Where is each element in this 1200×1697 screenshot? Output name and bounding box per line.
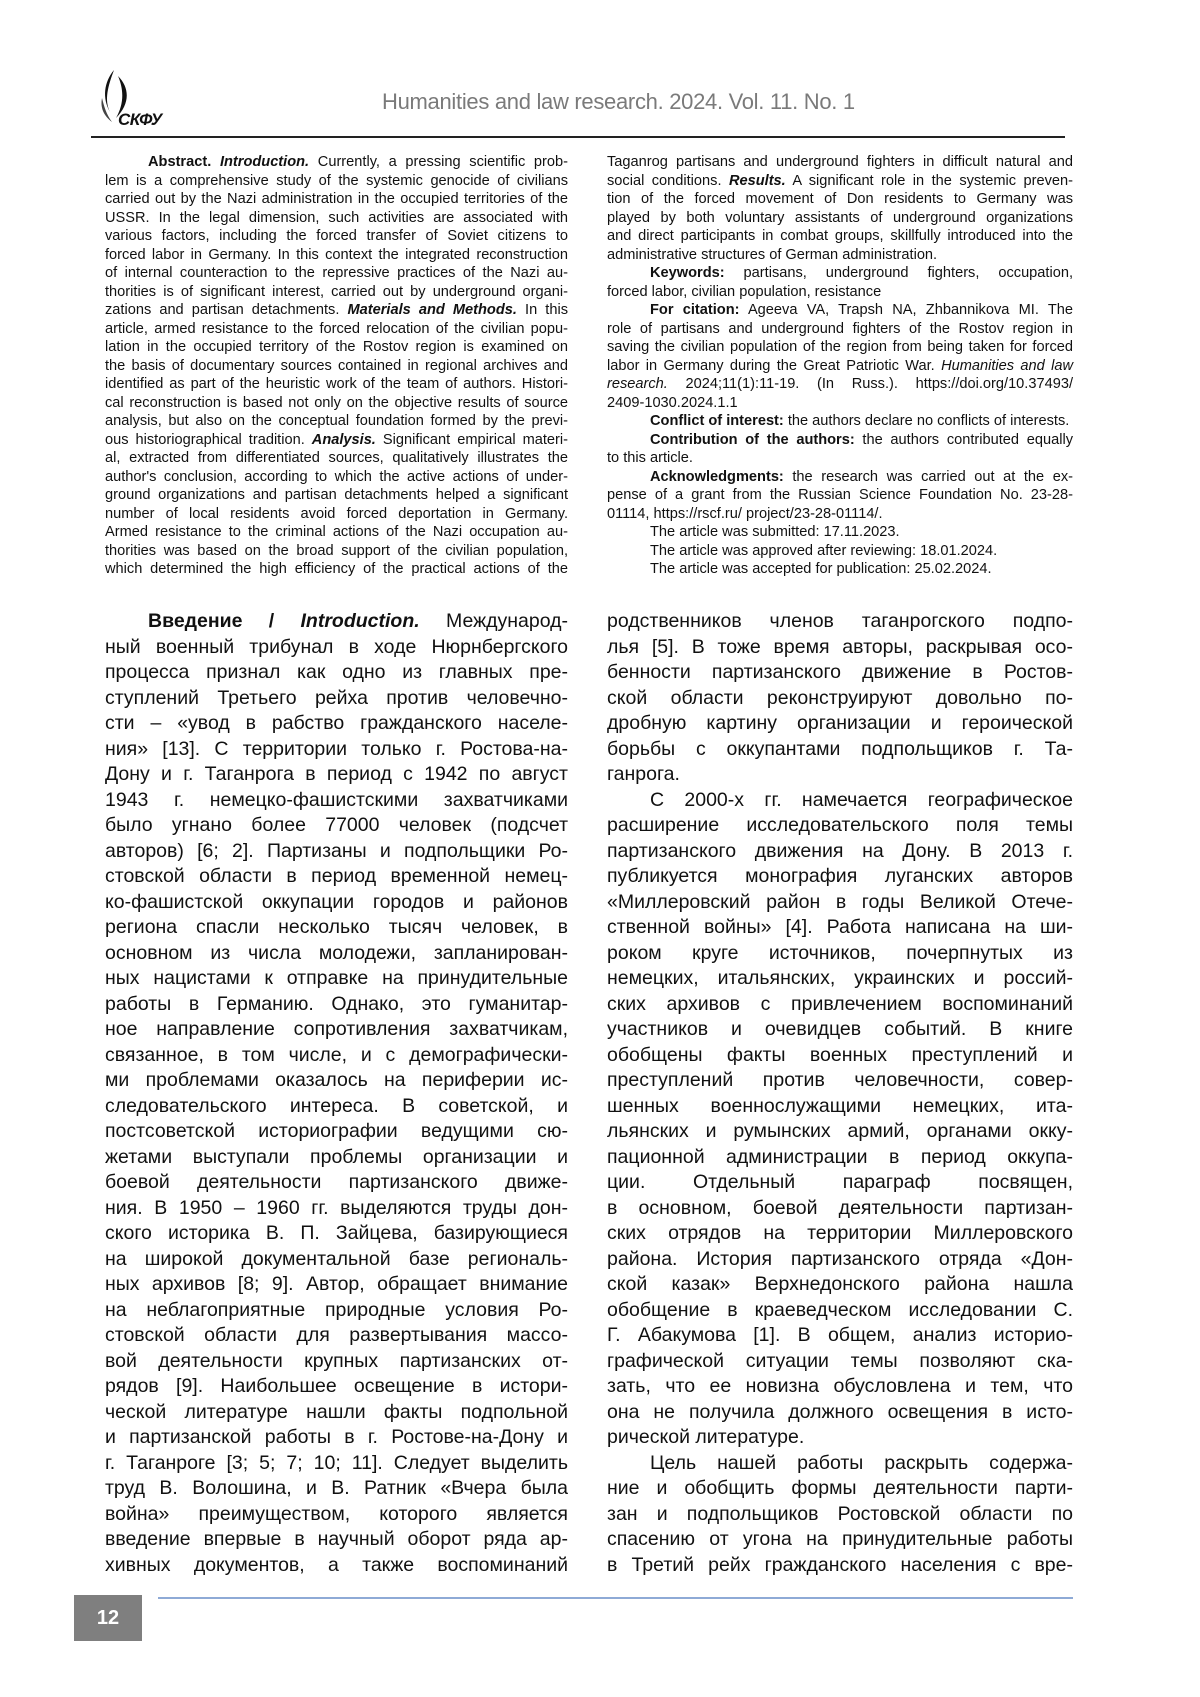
text-line <box>105 813 568 839</box>
text-line <box>105 505 568 524</box>
text-run: льянских и румынских армий, органами окку- <box>607 1120 1073 1142</box>
text-line <box>607 1145 1073 1171</box>
text-line <box>607 1527 1073 1553</box>
text-run: графической ситуации темы позволяют ска- <box>607 1350 1073 1372</box>
text-run: труд В. Волошина, и В. Ратник «Вчера была <box>105 1477 568 1499</box>
text-run: лья [5]. В тоже время авторы, раскрывая осо- <box>607 636 1073 658</box>
text-run: и партизанской работы в г. Ростове-на-Дону и <box>105 1426 568 1448</box>
text-line <box>607 246 1073 265</box>
text-run: преступлений против человечности, совер- <box>607 1069 1073 1091</box>
text-line <box>105 523 568 542</box>
text-line <box>105 301 568 320</box>
text-line <box>105 412 568 431</box>
paragraph <box>607 431 1073 468</box>
text-run: немецких, итальянских, украинских и россий- <box>607 967 1073 989</box>
text-line <box>607 1298 1073 1324</box>
text-run: пационной администрации в период оккупа- <box>607 1146 1073 1168</box>
text-line <box>607 992 1073 1018</box>
text-run: на неблагоприятные природные условия Ро- <box>105 1299 568 1321</box>
bold-label: Keywords: <box>650 265 725 281</box>
logo-text: СКФУ <box>118 110 162 130</box>
text-line <box>105 762 568 788</box>
text-run: Significant empirical materi- <box>376 432 568 448</box>
text-line <box>105 1553 568 1579</box>
text-run: role of partisans and underground fighters of the Rostov region in <box>607 321 1073 337</box>
text-line <box>105 338 568 357</box>
text-line <box>607 686 1073 712</box>
text-line <box>607 209 1073 228</box>
text-line <box>607 1502 1073 1528</box>
bold-label: Contribution of the authors: <box>650 432 855 448</box>
text-line <box>607 813 1073 839</box>
text-line <box>105 1043 568 1069</box>
text-line <box>607 283 1073 302</box>
paragraph <box>607 301 1073 412</box>
text-line <box>607 431 1073 450</box>
text-run: ние и обобщить формы деятельности парти- <box>607 1477 1073 1499</box>
text-run: г. Таганроге [3; 5; 7; 10; 11]. Следует выделить <box>105 1452 568 1474</box>
text-line <box>105 711 568 737</box>
journal-running-title: Humanities and law research. 2024. Vol. 11. No. 1 <box>382 89 855 115</box>
text-run: various factors, including the forced transfer of Soviet citizens to <box>105 228 568 244</box>
text-run: хивных документов, а также воспоминаний <box>105 1554 568 1576</box>
text-run: A significant role in the systemic preven- <box>786 173 1073 189</box>
text-run: связанное, в том числе, и с демографически- <box>105 1044 568 1066</box>
paragraph <box>607 412 1073 431</box>
text-line <box>105 153 568 172</box>
text-run: social conditions. <box>607 173 729 189</box>
text-line <box>105 1196 568 1222</box>
text-line <box>105 486 568 505</box>
text-run: партизанского движения на Дону. В 2013 г. <box>607 840 1073 862</box>
text-line <box>607 153 1073 172</box>
text-run: ственной войны» [4]. Работа написана на ши- <box>607 916 1073 938</box>
text-run: ное направление сопротивления захватчикам, <box>105 1018 568 1040</box>
text-line <box>105 264 568 283</box>
text-line <box>105 1476 568 1502</box>
text-run: ского историка В. П. Зайцева, базирующиеся <box>105 1222 568 1244</box>
text-run: сти – «увод в рабство гражданского населе- <box>105 712 568 734</box>
paragraph <box>607 788 1073 1451</box>
italic-text: research. <box>607 376 668 392</box>
text-line <box>105 1400 568 1426</box>
text-run: al, extracted from differentiated sources, qualitatively illustrates the <box>105 450 568 466</box>
bold-label: Introduction. <box>301 610 420 632</box>
bold-label: Acknowledgments: <box>650 469 784 485</box>
text-line <box>607 449 1073 468</box>
text-line <box>607 172 1073 191</box>
text-line <box>607 635 1073 661</box>
text-line <box>607 542 1073 561</box>
text-run: участников и очевидцев событий. В книге <box>607 1018 1073 1040</box>
text-run: ганрога. <box>607 763 680 785</box>
text-run: дробную картину организации и героической <box>607 712 1073 734</box>
text-line <box>105 992 568 1018</box>
text-run: pense of a grant from the Russian Science Foundation No. 23-28- <box>607 487 1073 503</box>
text-line <box>607 394 1073 413</box>
text-run: thorities was based on the broad support of the civilian population, <box>105 543 568 559</box>
text-line <box>607 737 1073 763</box>
text-run: она не получила должного освещения в исто- <box>607 1401 1073 1423</box>
text-line <box>105 839 568 865</box>
text-line <box>607 1017 1073 1043</box>
text-line <box>607 660 1073 686</box>
text-run: which determined the high efficiency of the practical actions of the <box>105 561 568 577</box>
text-run: работы в Германию. Однако, это гуманитар- <box>105 993 568 1015</box>
text-run: рядов [9]. Наибольшее освещение в истори- <box>105 1375 568 1397</box>
text-line <box>607 1425 1073 1451</box>
text-run: авторов) [6; 2]. Партизаны и подпольщики Ро- <box>105 840 568 862</box>
text-line <box>105 1247 568 1273</box>
text-run: Currently, a pressing scientific prob- <box>309 154 568 170</box>
text-run: стовской области в период временной немец- <box>105 865 568 887</box>
text-line <box>105 660 568 686</box>
text-line <box>607 1170 1073 1196</box>
text-run: analysis, but also on the conceptual foundation formed by the previ- <box>105 413 568 429</box>
text-run: жетами выступали проблемы организации и <box>105 1146 568 1168</box>
text-line <box>607 1374 1073 1400</box>
text-run: бенности партизанского движение в Ростов- <box>607 661 1073 683</box>
text-run: Международ- <box>420 610 568 632</box>
text-line <box>607 1196 1073 1222</box>
text-line <box>607 468 1073 487</box>
text-line <box>105 1298 568 1324</box>
text-run: The article was approved after reviewing: 18.01.2024. <box>650 543 997 559</box>
text-run: ния» [13]. С территории только г. Ростова-на- <box>105 738 568 760</box>
text-run: Г. Абакумова [1]. В общем, анализ историо- <box>607 1324 1073 1346</box>
text-run: борьбы с оккупантами подпольщиков г. Та- <box>607 738 1073 760</box>
text-line <box>105 1094 568 1120</box>
paragraph <box>607 1451 1073 1579</box>
text-line <box>607 1068 1073 1094</box>
text-run: 2409-1030.2024.1.1 <box>607 395 738 411</box>
text-line <box>105 394 568 413</box>
text-line <box>105 283 568 302</box>
text-line <box>607 609 1073 635</box>
text-line <box>105 966 568 992</box>
text-run: «Миллеровский район в годы Великой Отече- <box>607 891 1073 913</box>
text-run: ции. Отдельный параграф посвящен, <box>607 1171 1073 1193</box>
text-line <box>607 839 1073 865</box>
text-run: в Третий рейх гражданского населения с вре- <box>607 1554 1073 1576</box>
text-run: zations and partisan detachments. <box>105 302 347 318</box>
abstract-right-column <box>607 153 1073 579</box>
text-line <box>607 1553 1073 1579</box>
text-line <box>105 1323 568 1349</box>
text-run: forced labor in Germany. In this context the integrated reconstruction <box>105 247 568 263</box>
text-run: рической литературе. <box>607 1426 804 1448</box>
text-run: ных архивов [8; 9]. Автор, обращает внимание <box>105 1273 568 1295</box>
text-line <box>607 560 1073 579</box>
text-line <box>105 635 568 661</box>
text-run: article, armed resistance to the forced relocation of the civilian popu- <box>105 321 568 337</box>
text-run: 01114, https://rscf.ru/ project/23-28-01114/. <box>607 506 883 522</box>
text-line <box>607 864 1073 890</box>
text-line <box>607 1119 1073 1145</box>
text-line <box>105 890 568 916</box>
text-run: Цель нашей работы раскрыть содержа- <box>650 1452 1073 1474</box>
text-run: обобщены факты военных преступлений и <box>607 1044 1073 1066</box>
text-line <box>607 788 1073 814</box>
text-line <box>607 1451 1073 1477</box>
text-run: расширение исследовательского поля темы <box>607 814 1073 836</box>
text-line <box>607 1349 1073 1375</box>
text-run: 2024;11(1):11-19. (In Russ.). https://doi.org/10.37493/ <box>668 376 1073 392</box>
text-line <box>607 890 1073 916</box>
paragraph <box>607 468 1073 524</box>
text-line <box>607 505 1073 524</box>
text-line <box>105 246 568 265</box>
text-run: процесса признал как одно из главных пре- <box>105 661 568 683</box>
text-run: боевой деятельности партизанского движе- <box>105 1171 568 1193</box>
text-run: ской области реконструируют довольно по- <box>607 687 1073 709</box>
text-line <box>105 1272 568 1298</box>
text-line <box>105 1451 568 1477</box>
text-run: the authors contributed equally <box>855 432 1073 448</box>
text-run: спасению от угона на принудительные работы <box>607 1528 1073 1550</box>
text-line <box>607 1247 1073 1273</box>
bold-label: Abstract. <box>148 154 220 170</box>
text-run: ской казак» Верхнедонского района нашла <box>607 1273 1073 1295</box>
text-run: война» преимуществом, которого является <box>105 1503 568 1525</box>
text-line <box>105 1145 568 1171</box>
text-run: родственников членов таганрогского подпо- <box>607 610 1073 632</box>
text-run: постсоветской историографии ведущими сю- <box>105 1120 568 1142</box>
text-run: saving the civilian population of the region from being taken for forced <box>607 339 1073 355</box>
header-divider <box>91 136 1065 138</box>
text-line <box>105 468 568 487</box>
text-run: identified as part of the heuristic work of the team of authors. Histori- <box>105 376 568 392</box>
text-line <box>607 338 1073 357</box>
text-run: the basis of documentary sources contained in regional archives and <box>105 358 568 374</box>
text-run: number of local residents avoid forced deportation in Germany. <box>105 506 568 522</box>
text-run: forced labor, civilian population, resistance <box>607 284 881 300</box>
text-line <box>105 1170 568 1196</box>
text-run: labor in Germany during the Great Patriotic War. <box>607 358 941 374</box>
body-left-column <box>105 609 568 1578</box>
text-line <box>607 1400 1073 1426</box>
text-run: Armed resistance to the criminal actions of the Nazi occupation au- <box>105 524 568 540</box>
text-run: played by both voluntary assistants of underground organizations <box>607 210 1073 226</box>
text-run: зать, что ее новизна обусловлена и тем, что <box>607 1375 1073 1397</box>
abstract-left-column <box>105 153 568 579</box>
paragraph <box>607 264 1073 301</box>
text-run: administrative structures of German administration. <box>607 247 937 263</box>
text-line <box>607 264 1073 283</box>
text-line <box>607 711 1073 737</box>
text-run: The article was submitted: 17.11.2023. <box>650 524 900 540</box>
text-run: ступлений Третьего рейха против человечно- <box>105 687 568 709</box>
paragraph <box>607 609 1073 788</box>
text-line <box>105 209 568 228</box>
text-run: публикуется монография луганских авторов <box>607 865 1073 887</box>
text-run: lation in the occupied territory of the Rostov region is examined on <box>105 339 568 355</box>
text-line <box>105 686 568 712</box>
text-line <box>607 301 1073 320</box>
text-run: региона спасли несколько тысяч человек, в <box>105 916 568 938</box>
text-line <box>607 966 1073 992</box>
bold-label: Results. <box>729 173 786 189</box>
text-line <box>105 1527 568 1553</box>
text-run: The article was accepted for publication: 25.02.2024. <box>650 561 992 577</box>
text-line <box>105 1119 568 1145</box>
text-run: было угнано более 77000 человек (подсчет <box>105 814 568 836</box>
text-run: tion of the forced movement of Don residents to Germany was <box>607 191 1073 207</box>
text-run: стовской области для развертывания массо- <box>105 1324 568 1346</box>
paragraph <box>607 560 1073 579</box>
text-run: ous historiographical tradition. <box>105 432 312 448</box>
text-line <box>607 412 1073 431</box>
text-run: Ageeva VA, Trapsh NA, Zhbannikova MI. The <box>740 302 1073 318</box>
text-run: Taganrog partisans and underground fighters in difficult natural and <box>607 154 1073 170</box>
text-line <box>607 320 1073 339</box>
text-run: ко-фашистской оккупации городов и районов <box>105 891 568 913</box>
text-line <box>105 431 568 450</box>
text-line <box>105 915 568 941</box>
text-run: of internal counteraction to the repressive practices of the Nazi au- <box>105 265 568 281</box>
text-line <box>607 1272 1073 1298</box>
text-run: author's conclusion, according to which the active actions of under- <box>105 469 568 485</box>
text-run: основном из числа молодежи, запланирован- <box>105 942 568 964</box>
text-run: ный военный трибунал в ходе Нюрнбергского <box>105 636 568 658</box>
text-run: зан и подпольщиков Ростовской области по <box>607 1503 1073 1525</box>
text-run: cal reconstruction is based not only on the objective results of source <box>105 395 568 411</box>
text-line <box>105 1221 568 1247</box>
text-line <box>607 941 1073 967</box>
bold-label: Conflict of interest: <box>650 413 784 429</box>
text-run: роком круге источников, почерпнутых из <box>607 942 1073 964</box>
text-run: partisans, underground fighters, occupation, <box>725 265 1073 281</box>
text-run: следовательского интереса. В советской, и <box>105 1095 568 1117</box>
text-line <box>105 864 568 890</box>
text-line <box>105 1017 568 1043</box>
text-run: and direct participants in combat groups, skillfully introduced into the <box>607 228 1073 244</box>
text-line <box>607 227 1073 246</box>
text-line <box>607 523 1073 542</box>
text-line <box>105 375 568 394</box>
text-run: ческой литературе нашли факты подпольной <box>105 1401 568 1423</box>
footer-divider <box>158 1597 1073 1599</box>
text-run: в основном, боевой деятельности партизан- <box>607 1197 1073 1219</box>
text-run: to this article. <box>607 450 693 466</box>
text-run: обобщение в краеведческом исследовании С. <box>607 1299 1073 1321</box>
text-line <box>105 941 568 967</box>
text-line <box>607 1221 1073 1247</box>
text-line <box>105 609 568 635</box>
text-line <box>105 1374 568 1400</box>
text-run: lem is a comprehensive study of the systemic genocide of civilians <box>105 173 568 189</box>
text-run: carried out by the Nazi administration in the occupied territories of the <box>105 191 568 207</box>
text-line <box>105 1349 568 1375</box>
text-line <box>105 560 568 579</box>
paragraph <box>607 153 1073 264</box>
text-run: введение впервые в научный оборот ряда ар- <box>105 1528 568 1550</box>
bold-label: For citation: <box>650 302 740 318</box>
text-line <box>607 1043 1073 1069</box>
text-run: USSR. In the legal dimension, such activities are associated with <box>105 210 568 226</box>
text-run: ских архивов с привлечением воспоминаний <box>607 993 1073 1015</box>
text-line <box>105 542 568 561</box>
text-line <box>105 1425 568 1451</box>
text-line <box>607 1476 1073 1502</box>
text-run: района. История партизанского отряда «Дон- <box>607 1248 1073 1270</box>
text-line <box>105 190 568 209</box>
text-line <box>607 375 1073 394</box>
paragraph <box>105 153 568 579</box>
text-line <box>607 190 1073 209</box>
text-line <box>105 737 568 763</box>
text-run: ми проблемами оказалось на периферии ис- <box>105 1069 568 1091</box>
text-run: С 2000-х гг. намечается географическое <box>650 789 1073 811</box>
text-run: ground organizations and partisan detachments helped a significant <box>105 487 568 503</box>
text-line <box>105 1502 568 1528</box>
university-logo <box>96 68 178 134</box>
text-line <box>105 788 568 814</box>
body-right-column <box>607 609 1073 1578</box>
text-line <box>105 1068 568 1094</box>
italic-text: Humanities and law <box>941 358 1073 374</box>
text-line <box>105 227 568 246</box>
page-number: 12 <box>74 1595 142 1641</box>
text-run: the research was carried out at the ex- <box>784 469 1073 485</box>
text-run: ния. В 1950 – 1960 гг. выделяются труды дон- <box>105 1197 568 1219</box>
text-run: ских отрядов на территории Миллеровского <box>607 1222 1073 1244</box>
text-line <box>105 172 568 191</box>
text-line <box>607 1094 1073 1120</box>
text-line <box>607 486 1073 505</box>
text-run: thorities is of significant interest, carried out by underground organi- <box>105 284 568 300</box>
text-line <box>105 357 568 376</box>
paragraph <box>607 523 1073 542</box>
text-line <box>607 915 1073 941</box>
text-run: ных нацистами к отправке на принудительные <box>105 967 568 989</box>
text-line <box>607 1323 1073 1349</box>
text-run: вой деятельности крупных партизанских от- <box>105 1350 568 1372</box>
text-line <box>105 320 568 339</box>
text-run: 1943 г. немецко-фашистскими захватчиками <box>105 789 568 811</box>
text-line <box>607 357 1073 376</box>
text-run: на широкой документальной базе региональ- <box>105 1248 568 1270</box>
text-run: Дону и г. Таганрога в период с 1942 по август <box>105 763 568 785</box>
text-run: шенных военнослужащими немецких, ита- <box>607 1095 1073 1117</box>
paragraph <box>105 609 568 1578</box>
paragraph <box>607 542 1073 561</box>
text-line <box>105 449 568 468</box>
text-run: In this <box>517 302 568 318</box>
bold-label: Введение / <box>148 610 301 632</box>
text-run: the authors declare no conflicts of interests. <box>784 413 1070 429</box>
bold-label: Analysis. <box>312 432 376 448</box>
text-line <box>607 762 1073 788</box>
bold-label: Materials and Methods. <box>347 302 516 318</box>
bold-label: Introduction. <box>220 154 309 170</box>
